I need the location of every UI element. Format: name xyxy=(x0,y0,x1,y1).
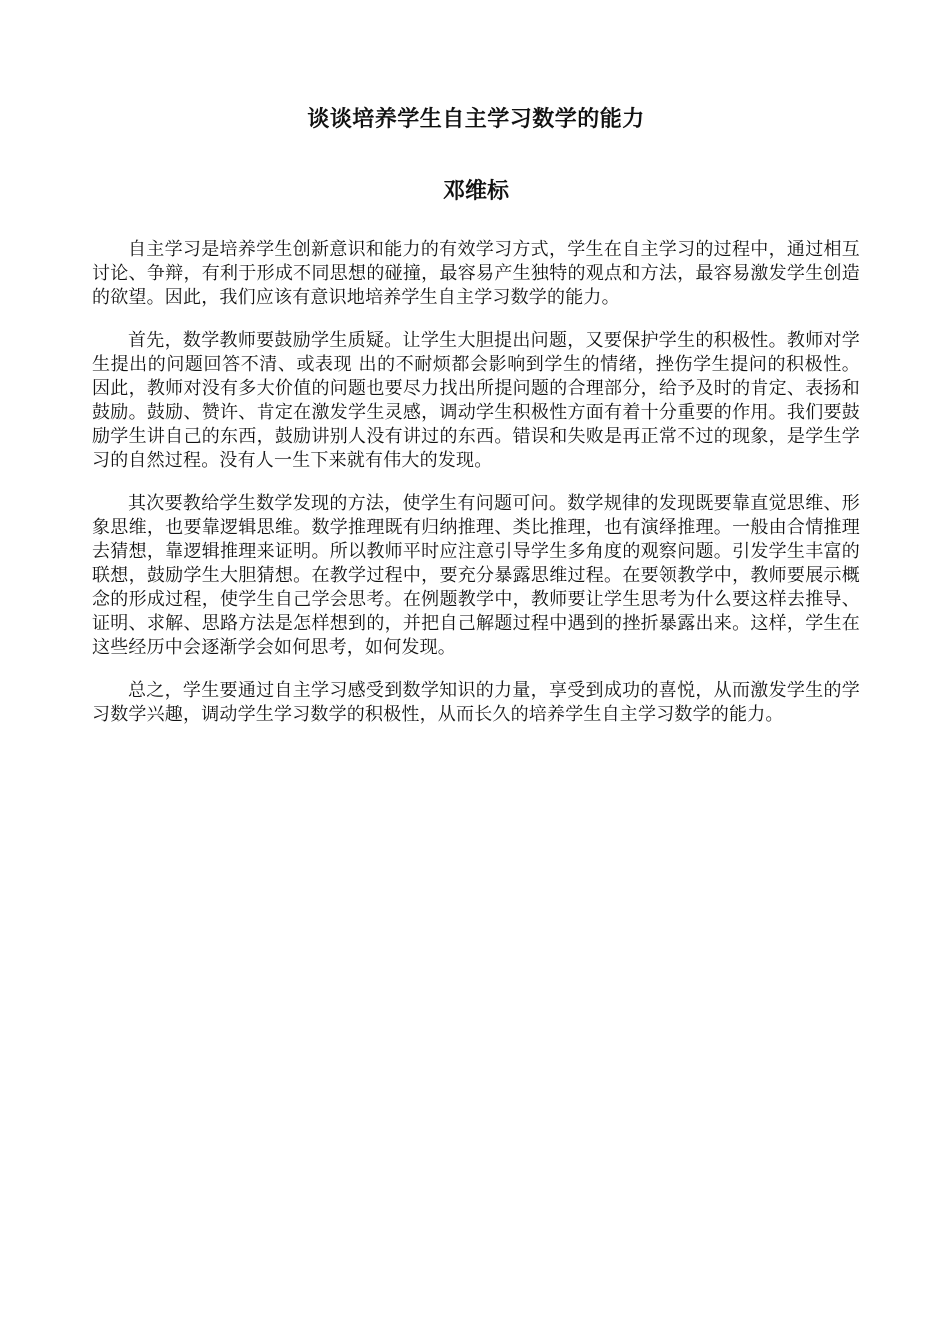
document-author: 邓维标 xyxy=(442,179,509,204)
document-body xyxy=(92,238,860,746)
document-title: 谈谈培养学生自主学习数学的能力 xyxy=(307,107,645,132)
document-page xyxy=(92,0,860,1344)
paragraph-intro: 自主学习是培养学生创新意识和能力的有效学习方式，学生在自主学习的过程中，通过相互讨论、争辩，有利于形成不同思想的碰撞，最容易产生独特的观点和方法，最容易激发学生创造的欲望。因此，我们应该有意识地培养学生自主学习数学的能力。 xyxy=(92,239,860,308)
paragraph-first: 首先，数学教师要鼓励学生质疑。让学生大胆提出问题，又要保护学生的积极性。教师对学生提出的问题回答不清、或表现 出的不耐烦都会影响到学生的情绪，挫伤学生提问的积极性。因此，教师对没有多大价值的问题也要尽力找出所提问题的合理部分，给予及时的肯定、表扬和鼓励。鼓励、赞许、肯定在激发学生灵感，调动学生积极性方面有着十分重要的作用。我们要鼓励学生讲自己的东西，鼓励讲别人没有讲过的东西。错误和失败是再正常不过的现象，是学生学习的自然过程。没有人一生下来就有伟大的发现。 xyxy=(92,330,860,471)
paragraph-conclusion: 总之，学生要通过自主学习感受到数学知识的力量，享受到成功的喜悦，从而激发学生的学习数学兴趣，调动学生学习数学的积极性，从而长久的培养学生自主学习数学的能力。 xyxy=(92,680,860,725)
paragraph-second: 其次要教给学生数学发现的方法，使学生有问题可问。数学规律的发现既要靠直觉思维、形象思维，也要靠逻辑思维。数学推理既有归纳推理、类比推理，也有演绎推理。一般由合情推理去猜想，靠逻辑推理来证明。所以教师平时应注意引导学生多角度的观察问题。引发学生丰富的联想，鼓励学生大胆猜想。在教学过程中，要充分暴露思维过程。在要领教学中，教师要展示概念的形成过程，使学生自己学会思考。在例题教学中，教师要让学生思考为什么要这样去推导、证明、求解、思路方法是怎样想到的，并把自己解题过程中遇到的挫折暴露出来。这样，学生在这些经历中会逐渐学会如何思考，如何发现。 xyxy=(92,493,860,658)
